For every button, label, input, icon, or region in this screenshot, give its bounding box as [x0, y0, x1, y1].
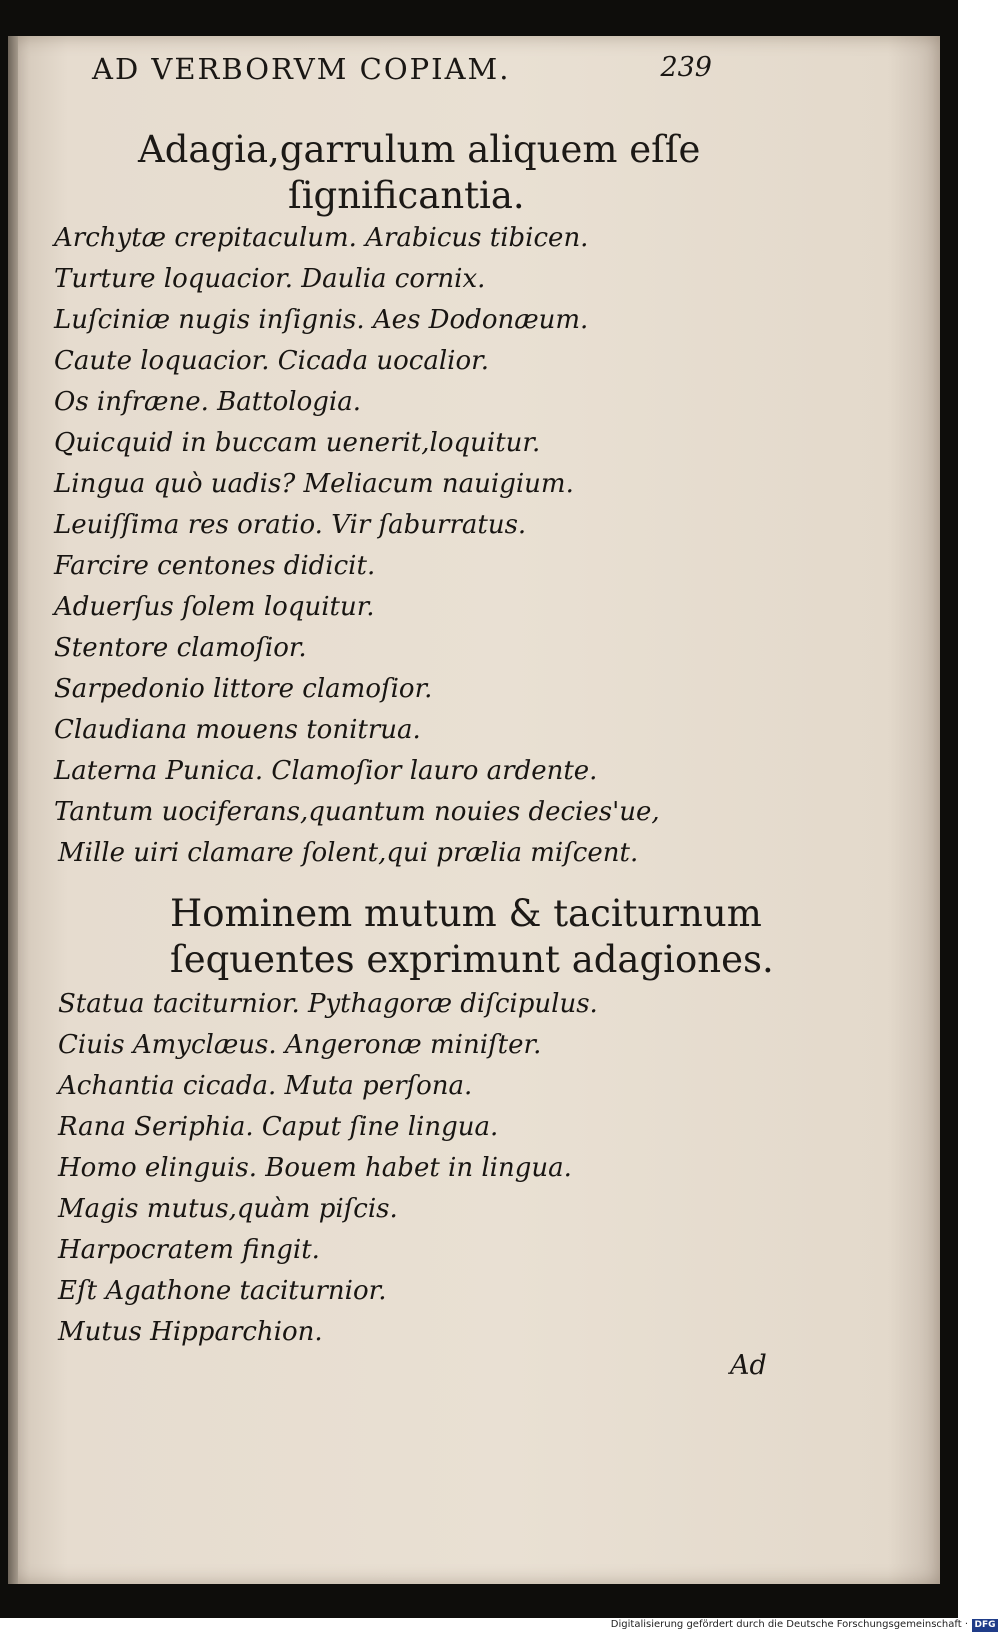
adage-line: Farcire centones didicit. [54, 551, 376, 581]
adage-line: Lingua quò uadis? Meliacum nauigium. [54, 469, 574, 499]
funding-credit: Digitalisierung gefördert durch die Deutsche Forschungsgemeinschaft · [610, 1619, 968, 1630]
page-edge [8, 36, 18, 1584]
adage-line: Harpocratem fingit. [58, 1235, 320, 1265]
adage-line: Caute loquacior. Cicada uocalior. [54, 346, 489, 376]
adage-line: Mutus Hipparchion. [58, 1317, 323, 1347]
adage-line: Magis mutus,quàm piſcis. [58, 1194, 398, 1224]
adage-line: Sarpedonio littore clamoſior. [54, 674, 433, 704]
section-heading-1-line-1: Adagia,garrulum aliquem eſſe [138, 128, 701, 171]
adage-line: Claudiana mouens tonitrua. [54, 715, 421, 745]
catchword: Ad [730, 1350, 767, 1381]
adage-line: Achantia cicada. Muta perſona. [58, 1071, 473, 1101]
adage-line: Quicquid in buccam uenerit,loquitur. [54, 428, 541, 458]
section-heading-1-line-2: ſignificantia. [288, 174, 525, 217]
adage-line: Tantum uociferans,quantum nouies decies'ue, [54, 797, 660, 827]
adage-line: Os infræne. Battologia. [54, 387, 361, 417]
running-title: AD VERBORVM COPIAM. [92, 52, 511, 86]
section-heading-2-line-2: ſequentes exprimunt adagiones. [170, 938, 774, 981]
adage-line: Archytæ crepitaculum. Arabicus tibicen. [54, 223, 589, 253]
adage-line: Mille uiri clamare ſolent,qui prælia miſcent. [58, 838, 639, 868]
adage-line: Aduerſus ſolem loquitur. [54, 592, 375, 622]
adage-line: Luſciniæ nugis inſignis. Aes Dodonæum. [54, 305, 589, 335]
page-number: 239 [660, 52, 712, 83]
adage-line: Ciuis Amyclæus. Angeronæ miniſter. [58, 1030, 542, 1060]
adage-line: Rana Seriphia. Caput ſine lingua. [58, 1112, 499, 1142]
adage-line: Homo elinguis. Bouem habet in lingua. [58, 1153, 572, 1183]
adage-line: Stentore clamoſior. [54, 633, 307, 663]
adage-line: Leuiſſima res oratio. Vir ſaburratus. [54, 510, 527, 540]
adage-line: Laterna Punica. Clamoſior lauro ardente. [54, 756, 598, 786]
section-heading-2-line-1: Hominem mutum & taciturnum [170, 892, 762, 935]
dfg-logo-icon: DFG [972, 1619, 998, 1632]
running-head [92, 52, 712, 92]
adage-line: Eſt Agathone taciturnior. [58, 1276, 387, 1306]
adage-line: Statua taciturnior. Pythagoræ diſcipulus. [58, 989, 598, 1019]
adage-line: Turture loquacior. Daulia cornix. [54, 264, 486, 294]
